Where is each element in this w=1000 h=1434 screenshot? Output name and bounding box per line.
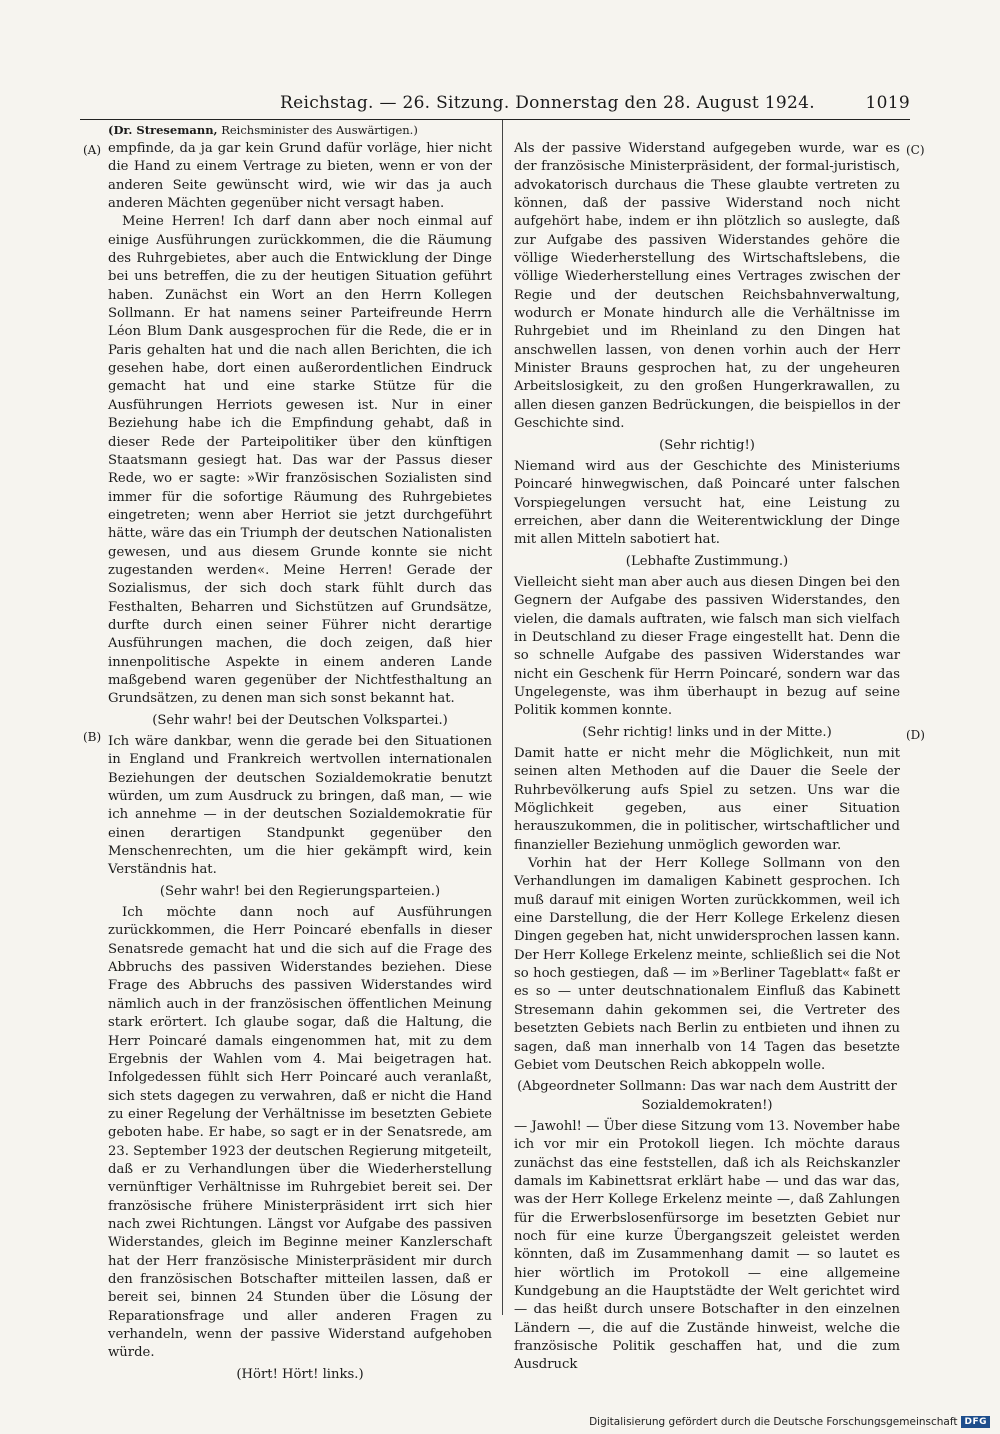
paragraph: Als der passive Widerstand aufgegeben wurde, war es der französische Ministerpräsident, der formal-juristisch, advokatorisch durchaus die These glaubte vertreten zu können, daß der passive Widerstand noch nicht aufgehört habe, indem er ihn plötzlich so auslegte, daß zur Aufgabe des passiven Widerstandes gehöre die völlige Wiederherstellung des Wirtschaftslebens, die völlige Wiederherstellung eines Vertrages zwischen der Regie und der deutschen Reichsbahnverwaltung, wodurch er Monate hindurch alle die Verhältnisse im Ruhrgebiet und im Rheinland zu den Dingen hat anschwellen lassen, von denen vorhin auch der Herr Minister Brauns gesprochen hat, zu der ungeheuren Arbeitslosigkeit, zu den großen Hungerkrawallen, zu allen diesen ganzen Bedrückungen, die beispiellos in der Geschichte sind. xyxy=(514,141,900,432)
interjection: (Sehr wahr! bei den Regierungsparteien.) xyxy=(159,883,441,899)
interjection: (Sehr richtig! links und in der Mitte.) xyxy=(582,724,832,740)
paragraph: empfinde, da ja gar kein Grund dafür vorläge, hier nicht die Hand zu einem Vertrage zu bieten, wenn er von der anderen Seite gewünscht wird, wie wir das ja auch anderen Mächten gegenüber nicht versagt haben. xyxy=(108,141,492,212)
paragraph: Ich wäre dankbar, wenn die gerade bei den Situationen in England und Frankreich wertvollen internationalen Beziehungen der deutschen Sozialdemokratie benutzt würden, um zum Ausdruck zu bringen, daß man, — wie ich annehme — in der deutschen Sozialdemokratie für einen derartigen Standpunkt gegenüber den Menschenrechten, um die hier gekämpft wird, kein Verständnis hat. xyxy=(108,734,492,878)
running-header xyxy=(80,93,910,120)
margin-marker-c: (C) xyxy=(906,143,925,157)
header-title: Reichstag. — 26. Sitzung. Donnerstag den 28. August 1924. xyxy=(280,93,815,113)
paragraph: Damit hatte er nicht mehr die Möglichkeit, nun mit seinen alten Methoden auf die Dauer die Seele der Ruhrbevölkerung aufs Spiel zu setzen. Uns war die Möglichkeit gegeben, aus einer Situation herauszukommen, die in politischer, wirtschaftlicher und finanzieller Beziehung unmöglich geworden war. xyxy=(514,746,900,853)
right-column xyxy=(514,140,900,1375)
paragraph: Vielleicht sieht man aber auch aus diesen Dingen bei den Gegnern der Aufgabe des passiven Widerstandes, den vielen, die damals auftraten, wie falsch man sich vielfach in Deutschland zu dieser Frage eingestellt hat. Denn die so schnelle Aufgabe des passiven Widerstandes war nicht ein Geschenk für Herrn Poincaré, sondern war das Ungelegenste, was ihm überhaupt in bezug auf seine Politik kommen konnte. xyxy=(514,574,900,719)
speaker-role: Reichsminister des Auswärtigen.) xyxy=(221,123,418,137)
margin-marker-b: (B) xyxy=(83,730,102,744)
paragraph: Vorhin hat der Herr Kollege Sollmann von den Verhandlungen im damaligen Kabinett gesprochen. Ich muß darauf mit einigen Worten zurückkommen, weil ich eine Darstellung, die der Herr Kollege Erkelenz diesen Dingen gegeben hat, nicht unwidersprochen lassen kann. Der Herr Kollege Erkelenz meinte, schließlich sei die Not so hoch gestiegen, daß — im »Berliner Tageblatt« faßt er es so — unter deutschnationalem Einfluß das Kabinett Stresemann dahin gekommen sei, die Vertreter des besetzten Gebiets nach Berlin zu entbieten und ihnen zu sagen, daß man innerhalb von 14 Tagen das besetzte Gebiet vom Deutschen Reich abkoppeln wolle. xyxy=(514,856,900,1073)
interjection: (Lebhafte Zustimmung.) xyxy=(625,553,789,569)
interjection: (Sehr wahr! bei der Deutschen Volkspartei.) xyxy=(152,712,448,728)
paragraph: Meine Herren! Ich darf dann aber noch einmal auf einige Ausführungen zurückkommen, die die Räumung des Ruhrgebietes, aber auch die Entwicklung der Dinge bei uns betreffen, die zu der heutigen Situation geführt haben. Zunächst ein Wort an den Herrn Kollegen Sollmann. Er hat namens seiner Parteifreunde Herrn Léon Blum Dank ausgesprochen für die Rede, die er in Paris gehalten hat und die nach allen Berichten, die ich gesehen habe, dort einen außerordentlichen Eindruck gemacht hat und eine starke Stütze für die Ausführungen Herriots gewesen ist. Nur in einer Beziehung habe ich die Empfindung gehabt, daß in dieser Rede der Parteipolitiker über den künftigen Staatsmann gesiegt hat. Das war der Passus dieser Rede, wo er sagte: »Wir französischen Sozialisten sind immer für die sofortige Räumung des Ruhrgebietes eingetreten; wenn aber Herriot sie jetzt durchgeführt hätte, wäre das ein Triumph der deutschen Nationalisten gewesen, und aus diesem Grunde konnte sie nicht zugestanden werden«. Meine Herren! Gerade der Sozialismus, der sich doch stark fühlt durch das Festhalten, Beharren und Sichstützen auf Grundsätze, durfte durch einen seiner Führer nicht derartige Ausführungen machen, die doch zeigen, daß hier innenpolitische Aspekte in einem anderen Lande maßgebend waren gegenüber der Nichtfesthaltung an Grundsätzen, zu denen man sich sonst bekannt hat. xyxy=(108,214,492,707)
dfg-logo: DFG xyxy=(961,1416,990,1428)
speaker-line xyxy=(108,123,418,137)
interjection: (Hört! Hört! links.) xyxy=(236,1366,364,1382)
footer-text: Digitalisierung gefördert durch die Deutsche Forschungsgemeinschaft xyxy=(589,1416,958,1428)
page-number: 1019 xyxy=(865,93,910,113)
interjection: (Abgeordneter Sollmann: Das war nach dem Austritt der Sozialdemokraten!) xyxy=(517,1079,897,1113)
margin-marker-d: (D) xyxy=(906,728,925,742)
paragraph: — Jawohl! — Über diese Sitzung vom 13. November habe ich vor mir ein Protokoll liegen. Ich möchte daraus zunächst das eine feststellen, daß ich als Reichskanzler damals im Kabinettsrat erklärt habe — und das war das, was der Herr Kollege Erkelenz meinte —, daß Zahlungen für die Erwerbslosenfürsorge im besetzten Gebiet nur noch für eine kurze Übergangszeit geleistet werden könnten, daß im Zusammenhang damit — so lautet es hier wörtlich im Protokoll — eine allgemeine Kundgebung an die Hauptstädte der Welt gerichtet wird — das heißt durch unsere Botschafter in den einzelnen Ländern —, die auf die Zustände hinweist, welche die französische Politik geschaffen hat, und die zum Ausdruck xyxy=(514,1118,900,1373)
paragraph: Niemand wird aus der Geschichte des Ministeriums Poincaré hinwegwischen, daß Poincaré unter falschen Vorspiegelungen versucht hat, eine Leistung zu erreichen, aber dann die Weiterentwicklung der Dinge mit allen Mitteln sabotiert hat. xyxy=(514,458,900,548)
speaker-name: (Dr. Stresemann, xyxy=(108,123,218,137)
footer-credit xyxy=(589,1416,990,1428)
left-column xyxy=(108,140,492,1387)
column-divider xyxy=(502,120,503,1315)
margin-marker-a: (A) xyxy=(83,143,102,157)
paragraph: Ich möchte dann noch auf Ausführungen zurückkommen, die Herr Poincaré ebenfalls in dieser Senatsrede gemacht hat und die sich auf die Frage des Abbruchs des passiven Widerstandes beziehen. Diese Frage des Abbruchs des passiven Widerstandes wird nämlich auch in der französischen öffentlichen Meinung stark erörtert. Ich glaube sogar, daß die Haltung, die Herr Poincaré damals eingenommen hat, mit zu dem Ergebnis der Wahlen vom 4. Mai beigetragen hat. Infolgedessen fühlt sich Herr Poincaré auch veranlaßt, sich stets dagegen zu verwahren, daß er nicht die Hand zu einer Regelung der Verhältnisse im besetzten Gebiete geboten habe. Er habe, so sagt er in der Senatsrede, am 23. September 1923 der deutschen Regierung mitgeteilt, daß er zu Verhandlungen über die Wiederherstellung vernünftiger Verhältnisse im Ruhrgebiet bereit sei. Der französische frühere Ministerpräsident irrt sich hier nach zwei Richtungen. Längst vor Aufgabe des passiven Widerstandes, gleich im Beginne meiner Kanzlerschaft hat der Herr französische Ministerpräsident mir durch den französischen Botschafter mitteilen lassen, daß er bereit sei, binnen 24 Stunden über die Lösung der Reparationsfrage und aller anderen Fragen zu verhandeln, wenn der passive Widerstand aufgehoben würde. xyxy=(108,905,492,1361)
interjection: (Sehr richtig!) xyxy=(659,437,755,453)
